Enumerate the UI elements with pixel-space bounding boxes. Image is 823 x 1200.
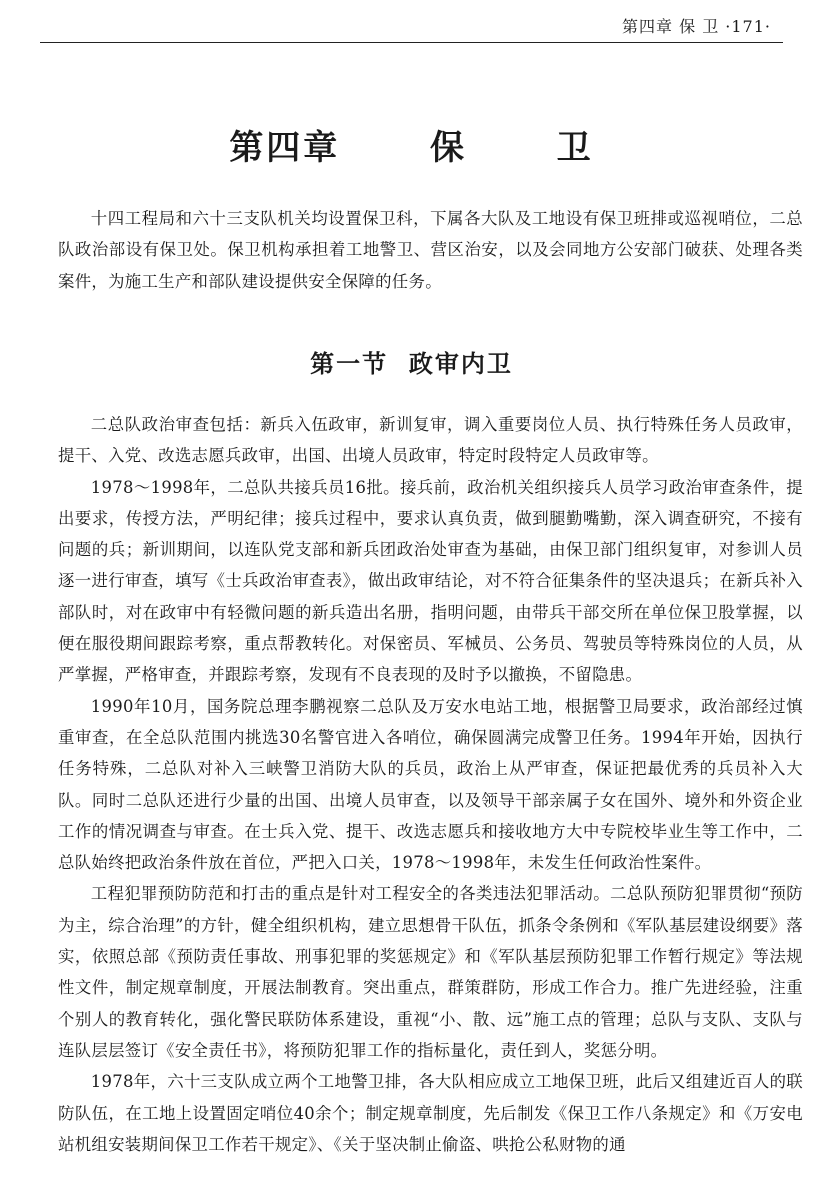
paragraph: 工程犯罪预防防范和打击的重点是针对工程安全的各类违法犯罪活动。二总队预防犯罪贯彻“预防为主，综合治理”的方针，健全组织机构，建立思想骨干队伍，抓条令条例和《军队基层建设纲要》落实，依照总部《预防责任事故、刑事犯罪的奖惩规定》和《军队基层预防犯罪工作暂行规定》等法规性文件，制定规章制度，开展法制教育。突出重点，群策群防，形成工作合力。推广先进经验，注重个别人的教育转化，强化警民联防体系建设，重视“小、散、远”施工点的管理；总队与支队、支队与连队层层签订《安全责任书》，将预防犯罪工作的指标量化，责任到人，奖惩分明。 bbox=[58, 884, 803, 1060]
running-header: 第四章 保 卫 ·171· bbox=[622, 17, 771, 36]
paragraph: 1978～1998年，二总队共接兵员16批。接兵前，政治机关组织接兵人员学习政治审查条件，提出要求，传授方法，严明纪律；接兵过程中，要求认真负责，做到腿勤嘴勤，深入调查研究，不接有问题的兵；新训期间，以连队党支部和新兵团政治处审查为基础，由保卫部门组织复审，对参训人员逐一进行审查，填写《士兵政治审查表》，做出政审结论，对不符合征集条件的坚决退兵；在新兵补入部队时，对在政审中有轻微问题的新兵造出名册，指明问题，由带兵干部交所在单位保卫股掌握，以便在服役期间跟踪考察，重点帮教转化。对保密员、军械员、公务员、驾驶员等特殊岗位的人员，从严掌握，严格审查，并跟踪考察，发现有不良表现的及时予以撤换，不留隐患。 bbox=[58, 477, 803, 685]
header-rule bbox=[40, 42, 783, 43]
paragraph: 二总队政治审查包括：新兵入伍政审，新训复审，调入重要岗位人员、执行特殊任务人员政审，提干、入党、改选志愿兵政审，出国、出境人员政审，特定时段特定人员政审等。 bbox=[58, 415, 803, 466]
intro-paragraph: 十四工程局和六十三支队机关均设置保卫科，下属各大队及工地设有保卫班排或巡视哨位，二总队政治部设有保卫处。保卫机构承担着工地警卫、营区治安，以及会同地方公安部门破获、处理各类案件，为施工生产和部队建设提供安全保障的任务。 bbox=[58, 209, 803, 291]
paragraph: 1990年10月，国务院总理李鹏视察二总队及万安水电站工地，根据警卫局要求，政治部经过慎重审查，在全总队范围内挑选30名警官进入各哨位，确保圆满完成警卫任务。1994年开始，因执行任务特殊，二总队对补入三峡警卫消防大队的兵员，政治上从严审查，保证把最优秀的兵员补入大队。同时二总队还进行少量的出国、出境人员审查，以及领导干部亲属子女在国外、境外和外资企业工作的情况调查与审查。在士兵入党、提干、改选志愿兵和接收地方大中专院校毕业生等工作中，二总队始终把政治条件放在首位，严把入口关，1978～1998年，未发生任何政治性案件。 bbox=[58, 696, 803, 873]
chapter-title: 第四章 保 卫 bbox=[229, 128, 594, 168]
intro-block bbox=[58, 203, 803, 297]
paragraph: 1978年，六十三支队成立两个工地警卫排，各大队相应成立工地保卫班，此后又组建近百人的联防队伍，在工地上设置固定哨位40余个；制定规章制度，先后制发《保卫工作八条规定》和《万安电站机组安装期间保卫工作若干规定》、《关于坚决制止偷盗、哄抢公私财物的通 bbox=[58, 1072, 803, 1154]
section-title: 第一节 政审内卫 bbox=[310, 349, 513, 378]
section-body bbox=[58, 409, 803, 1160]
